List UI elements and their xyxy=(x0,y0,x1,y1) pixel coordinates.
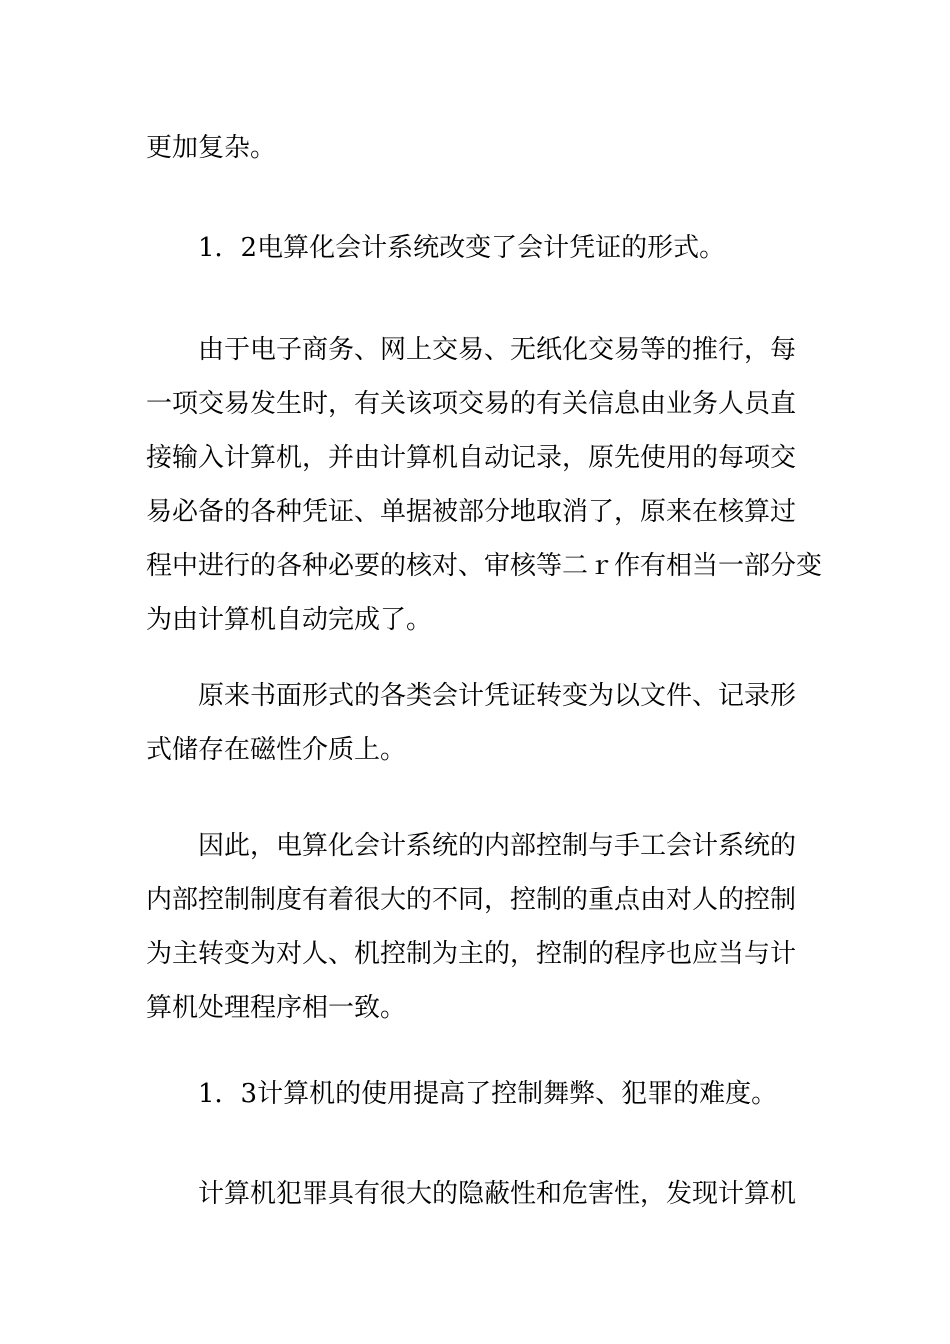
text-line: 1．3计算机的使用提高了控制舞弊、犯罪的难度。 xyxy=(198,1079,778,1109)
text-line: 由于电子商务、网上交易、无纸化交易等的推行，每 xyxy=(198,335,797,365)
text-line: 因此，电算化会计系统的内部控制与手工会计系统的 xyxy=(198,831,797,861)
text-line: 更加复杂。 xyxy=(146,133,277,163)
paragraph-ecommerce xyxy=(146,323,823,647)
text-line: 程中进行的各种必要的核对、审核等二ｒ作有相当一部分变 xyxy=(146,551,823,581)
text-line: 原来书面形式的各类会计凭证转变为以文件、记录形 xyxy=(198,681,797,711)
paragraph-continuation xyxy=(146,121,808,175)
text-line: 算机处理程序相一致。 xyxy=(146,993,407,1023)
text-line: 1．2电算化会计系统改变了会计凭证的形式。 xyxy=(198,233,726,263)
paragraph-computer-crime xyxy=(146,1167,808,1221)
text-line: 为由计算机自动完成了。 xyxy=(146,605,433,635)
section-heading-1-2 xyxy=(146,221,808,275)
text-line: 接输入计算机，并由计算机自动记录，原先使用的每项交 xyxy=(146,443,797,473)
text-line: 式储存在磁性介质上。 xyxy=(146,735,407,765)
text-line: 一项交易发生时，有关该项交易的有关信息由业务人员直 xyxy=(146,389,797,419)
section-heading-1-3 xyxy=(146,1067,808,1121)
paragraph-vouchers xyxy=(146,669,808,777)
text-line: 易必备的各种凭证、单据被部分地取消了，原来在核算过 xyxy=(146,497,797,527)
text-line: 内部控制制度有着很大的不同，控制的重点由对人的控制 xyxy=(146,885,797,915)
text-line: 为主转变为对人、机控制为主的，控制的程序也应当与计 xyxy=(146,939,797,969)
paragraph-internal-control xyxy=(146,819,808,1035)
text-line: 计算机犯罪具有很大的隐蔽性和危害性，发现计算机 xyxy=(198,1179,797,1209)
